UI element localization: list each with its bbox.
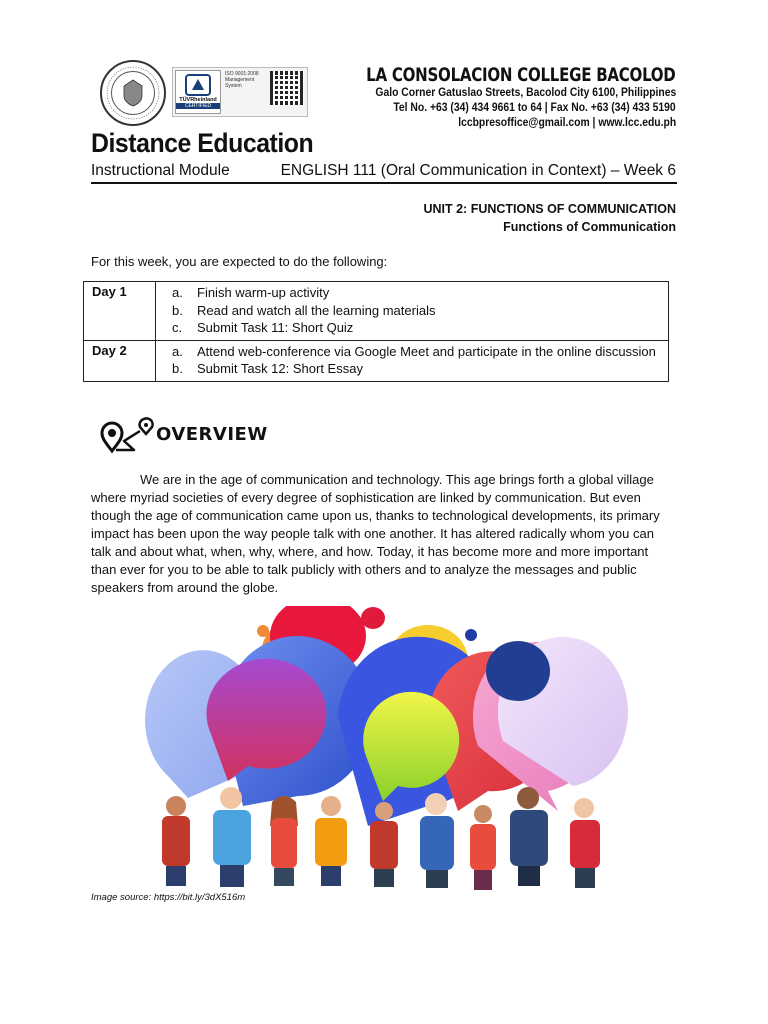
- college-address: Galo Corner Gatuslao Streets, Bacolod City 6100, Philippines: [375, 87, 676, 99]
- header-divider: [91, 182, 677, 184]
- communication-speech-bubbles-illustration: [128, 606, 648, 894]
- schedule-intro: For this week, you are expected to do the following:: [91, 254, 388, 269]
- tasks-cell: [156, 340, 669, 381]
- table-row: [84, 340, 669, 381]
- list-item: a. Attend web-conference via Google Meet and participate in the online discussion: [172, 343, 656, 359]
- page-title: Distance Education: [91, 128, 314, 158]
- iso-certification-badge: [172, 67, 308, 117]
- list-item: b. Submit Task 12: Short Essay: [172, 361, 363, 376]
- module-type: Instructional Module: [91, 162, 230, 179]
- list-item: c. Submit Task 11: Short Quiz: [172, 320, 354, 335]
- day-cell: Day 1: [84, 282, 156, 341]
- tuv-rheinland-logo: TÜVRheinland CERTIFIED: [175, 70, 221, 114]
- college-phone: Tel No. +63 (34) 434 9661 to 64 | Fax No. +63 (34) 433 5190: [393, 102, 676, 114]
- weekly-schedule-table: [83, 281, 669, 382]
- unit-title: UNIT 2: FUNCTIONS OF COMMUNICATION: [423, 202, 676, 216]
- table-row: [84, 282, 669, 341]
- topic-title: Functions of Communication: [503, 220, 676, 234]
- image-source-caption: Image source: https://bit.ly/3dX516m: [91, 892, 246, 903]
- overview-heading: OVERVIEW: [156, 424, 268, 445]
- course-title: ENGLISH 111 (Oral Communication in Context) – Week 6: [280, 162, 676, 179]
- map-pin-route-icon: [100, 417, 156, 455]
- iso-standard: ISO 9001:2008: [225, 71, 259, 77]
- college-name: LA CONSOLACION COLLEGE BACOLOD: [366, 64, 676, 86]
- qr-code-icon: [270, 71, 304, 105]
- college-email-web: lccbpresoffice@gmail.com | www.lcc.edu.ph: [458, 117, 676, 129]
- iso-system: Management System: [225, 77, 255, 89]
- tasks-cell: [156, 282, 669, 341]
- overview-paragraph: We are in the age of communication and technology. This age brings forth a global village where myriad societies of every degree of sophistication are linked by communication. But even though the age of communication came upon us, thanks to technological developments, its primary impact has been upon the way people talk with one another. It has altered radically whom you can talk and about what, when, why, where, and how. Today, it has become more and more important than ever for you to be able to talk publicly with others and to analyze the messages and public speakers from around the globe.: [91, 472, 660, 595]
- college-seal-logo: [100, 60, 166, 126]
- list-item: a. Finish warm-up activity: [172, 285, 330, 300]
- day-cell: Day 2: [84, 340, 156, 381]
- list-item: b. Read and watch all the learning materials: [172, 302, 436, 318]
